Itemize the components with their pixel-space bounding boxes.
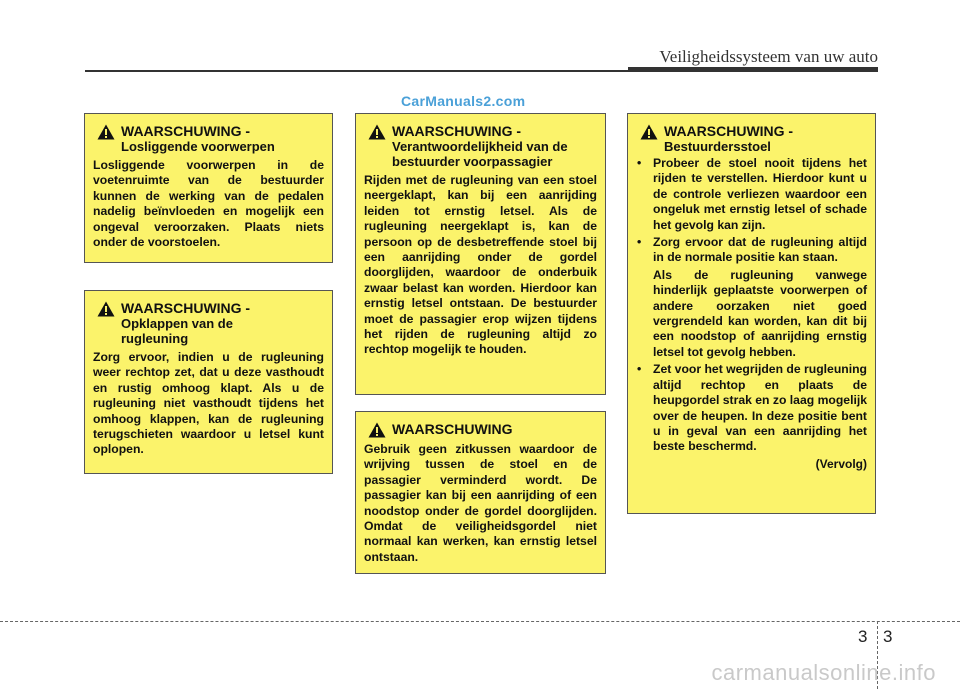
- warning-triangle-icon: [368, 124, 386, 140]
- warning-bullet-list: [636, 156, 867, 455]
- warning-box-folding-backrest: [84, 290, 333, 474]
- list-item-text: Zorg ervoor dat de rugleuning altijd in de normale positie kan staan.: [653, 235, 867, 265]
- warning-header: [93, 123, 324, 154]
- chapter-number: 3: [858, 627, 868, 646]
- warning-box-driver-responsibility: [355, 113, 606, 395]
- warning-subtitle: Bestuurdersstoel: [664, 139, 771, 154]
- bullet-marker: •: [637, 235, 642, 250]
- warning-header: [364, 421, 597, 438]
- header-accent-bar: [628, 67, 878, 72]
- watermark-bottom[interactable]: carmanualsonline.info: [711, 660, 936, 685]
- continued-note: (Vervolg): [815, 456, 867, 471]
- warning-subtitle: Verantwoordelijkheid van de bestuurder voorpassagier: [392, 139, 568, 169]
- warning-text: Zorg ervoor, indien u de rugleuning weer rechtop zet, dat u deze vasthoudt en rustig omhoog klapt. Als u de rugleuning niet vasthoudt tijdens het omhoog klappen, kan de rugleuning terugschieten waardoor u letsel kunt oplopen.: [93, 350, 324, 457]
- list-item-continuation: Als de rugleuning vanwege hinderlijk geplaatste voorwerpen of andere oorzaken niet goed vergrendeld kan worden, kan dit bij een noodstop of aanrijding ernstig letsel tot gevolg hebben.: [653, 267, 867, 359]
- watermark-top[interactable]: CarManuals2.com: [401, 93, 526, 109]
- warning-header: [636, 123, 867, 154]
- warning-text: Losliggende voorwerpen in de voetenruimte van de bestuurder kunnen de werking van de pedalen nadelig beïnvloeden en mogelijk een ongeval veroorzaken. Plaats niets onder de voorstoelen.: [93, 158, 324, 250]
- warning-box-loose-objects: [84, 113, 333, 263]
- warning-header: [364, 123, 597, 169]
- warning-box-seat-cushion: [355, 411, 606, 574]
- warning-title: WAARSCHUWING: [392, 421, 513, 437]
- bullet-marker: •: [637, 362, 642, 377]
- warning-triangle-icon: [640, 124, 658, 140]
- page-number: 3: [883, 627, 893, 646]
- warning-box-driver-seat: [627, 113, 876, 514]
- list-item-text: Probeer de stoel nooit tijdens het rijden te verstellen. Hierdoor kunt u de controle verliezen waardoor een ongeluk met ernstig letsel of schade het gevolg kan zijn.: [653, 156, 867, 232]
- warning-text: Rijden met de rugleuning van een stoel neergeklapt, kan bij een aanrijding leiden tot ernstig letsel. Als de rugleuning neergeklapt is, kan de persoon op de desbetreffende stoel bij een aanrijding onder de gordel doorglijden, waardoor de onderbuik zwaar belast kan worden. Hierdoor kan ernstig letsel ontstaan. De bestuurder moet de passagier erop wijzen tijdens het rijden de rugleuning altijd zo rechtop mogelijk te houden.: [364, 173, 597, 357]
- bullet-marker: •: [637, 156, 642, 170]
- list-item: [636, 362, 867, 454]
- warning-title: WAARSCHUWING -: [121, 300, 251, 316]
- warning-title: WAARSCHUWING -: [121, 123, 251, 139]
- footer-rule: [0, 621, 960, 622]
- warning-triangle-icon: [97, 301, 115, 317]
- warning-triangle-icon: [368, 422, 386, 438]
- list-item: [636, 235, 867, 360]
- warning-header: [93, 300, 324, 346]
- warning-title: WAARSCHUWING -: [664, 123, 794, 139]
- list-item-text: Zet voor het wegrijden de rugleuning altijd rechtop en plaats de heupgordel strak en zo laag mogelijk over de heupen. In deze positie bent u in geval van een aanrijding het beste beschermd.: [653, 362, 868, 454]
- list-item: [636, 156, 867, 233]
- warning-title: WAARSCHUWING -: [392, 123, 522, 139]
- warning-text: Gebruik geen zitkussen waardoor de wrijving tussen de stoel en de passagier verminderd wordt. De passagier kan bij een aanrijding of een noodstop onder de gordel doorglijden. Omdat de veiligheidsgordel niet normaal kan werken, kan ernstig letsel ontstaan.: [364, 442, 597, 564]
- warning-subtitle: Opklappen van de rugleuning: [121, 316, 233, 346]
- section-title: Veiligheidssysteem van uw auto: [659, 47, 878, 66]
- warning-subtitle: Losliggende voorwerpen: [121, 139, 275, 154]
- warning-triangle-icon: [97, 124, 115, 140]
